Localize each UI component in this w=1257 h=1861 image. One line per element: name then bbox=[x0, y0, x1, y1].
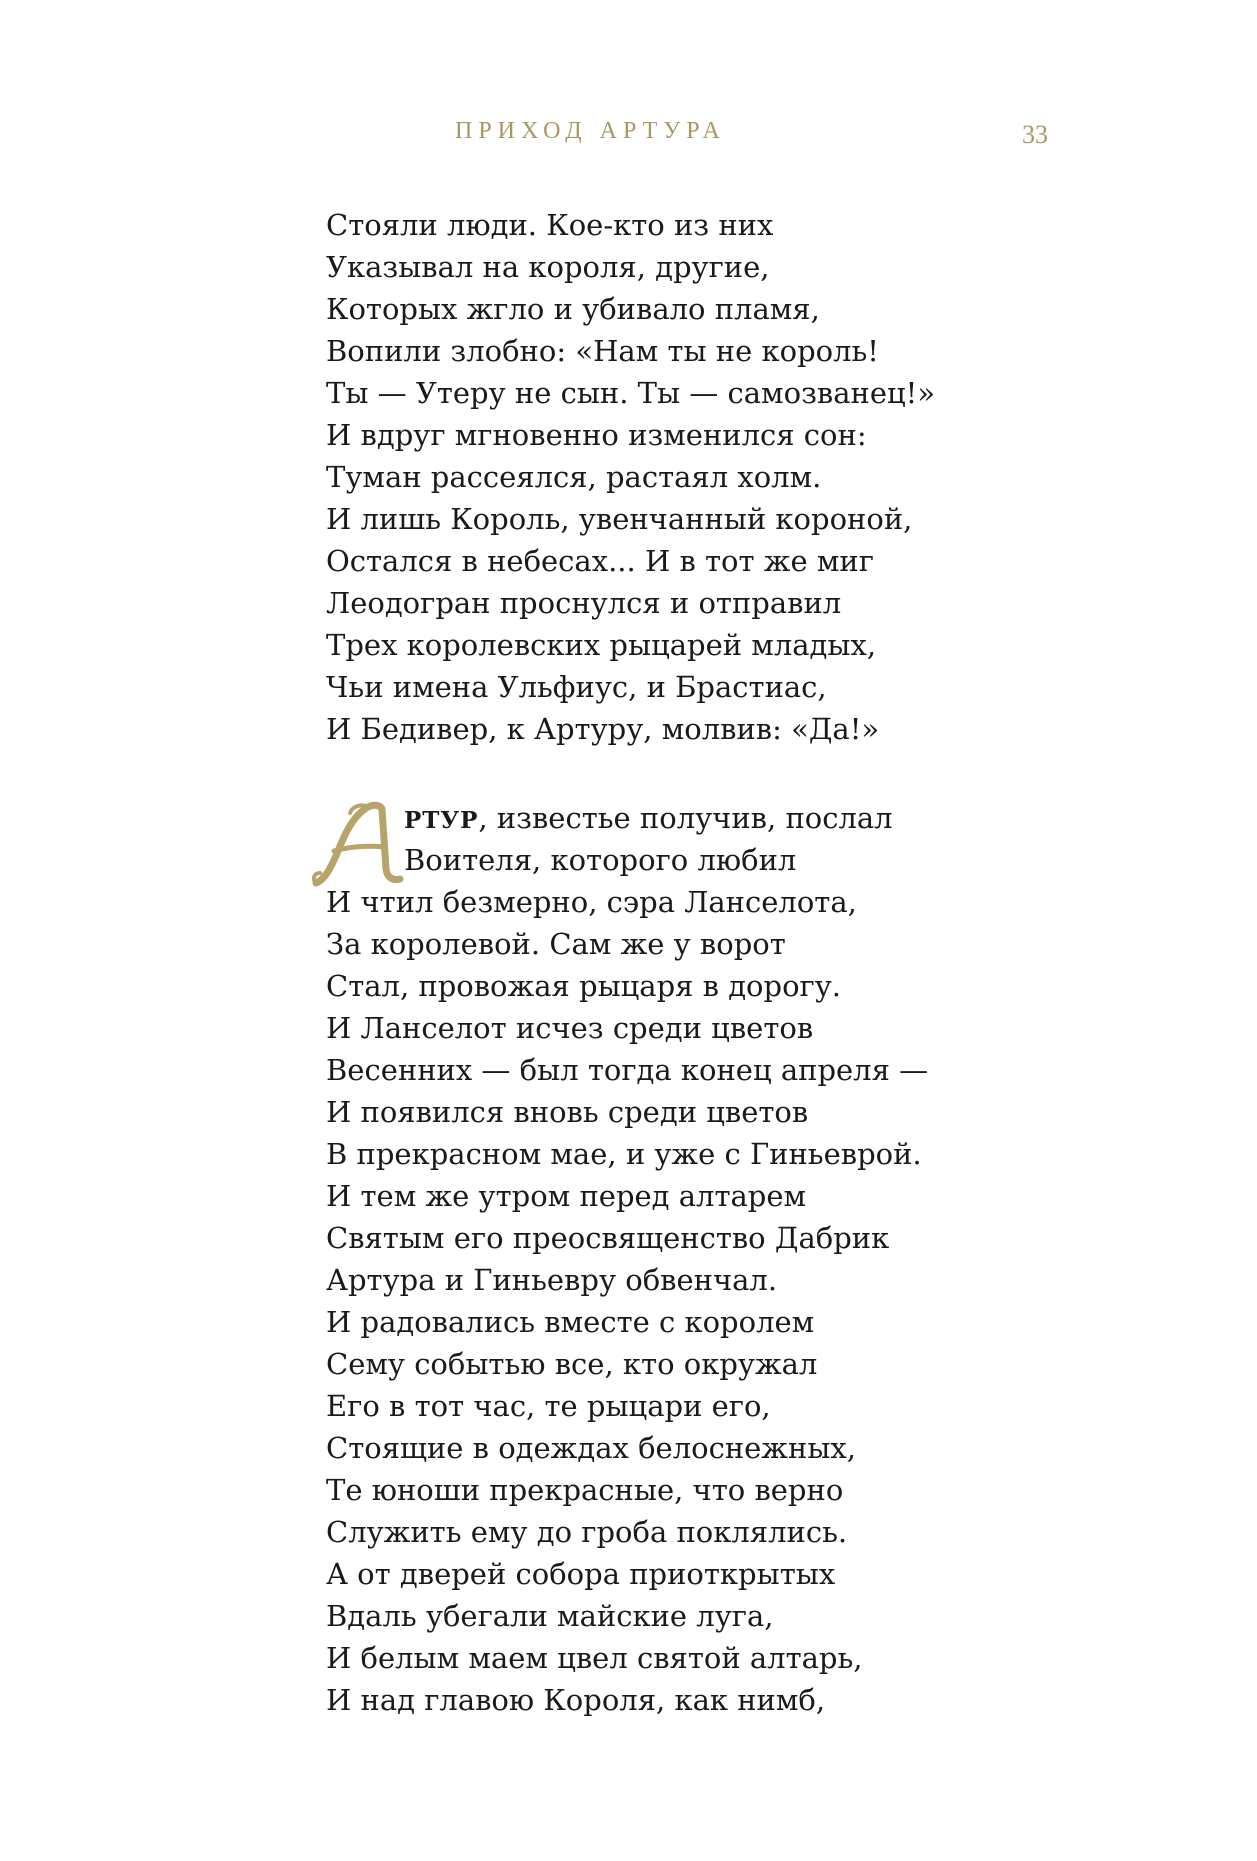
verse-line: А от дверей собора приоткрытых bbox=[326, 1557, 836, 1591]
stanza-1 bbox=[326, 204, 1126, 750]
page-number: 33 bbox=[1022, 120, 1048, 149]
verse-line: Артура и Гиньевру обвенчал. bbox=[326, 1263, 778, 1297]
verse-line: Леодогран проснулся и отправил bbox=[326, 586, 842, 620]
verse-line: Ты — Утеру не сын. Ты — самозванец!» bbox=[326, 376, 936, 410]
verse-line: Воителя, которого любил bbox=[404, 843, 797, 877]
verse-line: Весенних — был тогда конец апреля — bbox=[326, 1053, 929, 1087]
verse-line: Трех королевских рыцарей младых, bbox=[326, 628, 877, 662]
verse-line: Вопили злобно: «Нам ты не король! bbox=[326, 334, 879, 368]
verse-line: И появился вновь среди цветов bbox=[326, 1095, 809, 1129]
verse-line-first bbox=[326, 797, 1126, 839]
verse-line: И белым маем цвел святой алтарь, bbox=[326, 1641, 863, 1675]
verse-line: И над главою Короля, как нимб, bbox=[326, 1683, 826, 1717]
verse-line: И Бедивер, к Артуру, молвив: «Да!» bbox=[326, 712, 880, 746]
verse-line: Указывал на короля, другие, bbox=[326, 250, 770, 284]
verse-line: За королевой. Сам же у ворот bbox=[326, 927, 786, 961]
first-word-smallcaps: РТУР bbox=[404, 807, 479, 834]
verse-line: И лишь Король, увенчанный короной, bbox=[326, 502, 913, 536]
verse-line: Туман рассеялся, растаял холм. bbox=[326, 460, 822, 494]
verse-line: Те юноши прекрасные, что верно bbox=[326, 1473, 844, 1507]
verse-line: И Ланселот исчез среди цветов bbox=[326, 1011, 814, 1045]
verse-line: Стояли люди. Кое-кто из них bbox=[326, 208, 774, 242]
verse-line: И радовались вместе с королем bbox=[326, 1305, 815, 1339]
stanza-2 bbox=[326, 797, 1126, 1721]
verse-line: В прекрасном мае, и уже с Гиньеврой. bbox=[326, 1137, 922, 1171]
first-line-text: , известье получив, послал bbox=[478, 801, 893, 835]
verse-line: Его в тот час, те рыцари его, bbox=[326, 1389, 771, 1423]
running-title: ПРИХОД АРТУРА bbox=[455, 118, 726, 144]
verse-line: Которых жгло и убивало пламя, bbox=[326, 292, 820, 326]
verse-line: И тем же утром перед алтарем bbox=[326, 1179, 807, 1213]
verse-line: Служить ему до гроба поклялись. bbox=[326, 1515, 848, 1549]
drop-cap-a-icon bbox=[308, 799, 408, 889]
verse-line: Стал, провожая рыцаря в дорогу. bbox=[326, 969, 842, 1003]
verse-line: Сему событью все, кто окружал bbox=[326, 1347, 818, 1381]
verse-line: Стоящие в одеждах белоснежных, bbox=[326, 1431, 856, 1465]
verse-line: Остался в небесах... И в тот же миг bbox=[326, 544, 874, 578]
verse-line: Святым его преосвященство Дабрик bbox=[326, 1221, 890, 1255]
verse-line: И чтил безмерно, сэра Ланселота, bbox=[326, 885, 857, 919]
verse-line: И вдруг мгновенно изменился сон: bbox=[326, 418, 867, 452]
verse-line: Вдаль убегали майские луга, bbox=[326, 1599, 774, 1633]
verse-line: Чьи имена Ульфиус, и Брастиас, bbox=[326, 670, 827, 704]
